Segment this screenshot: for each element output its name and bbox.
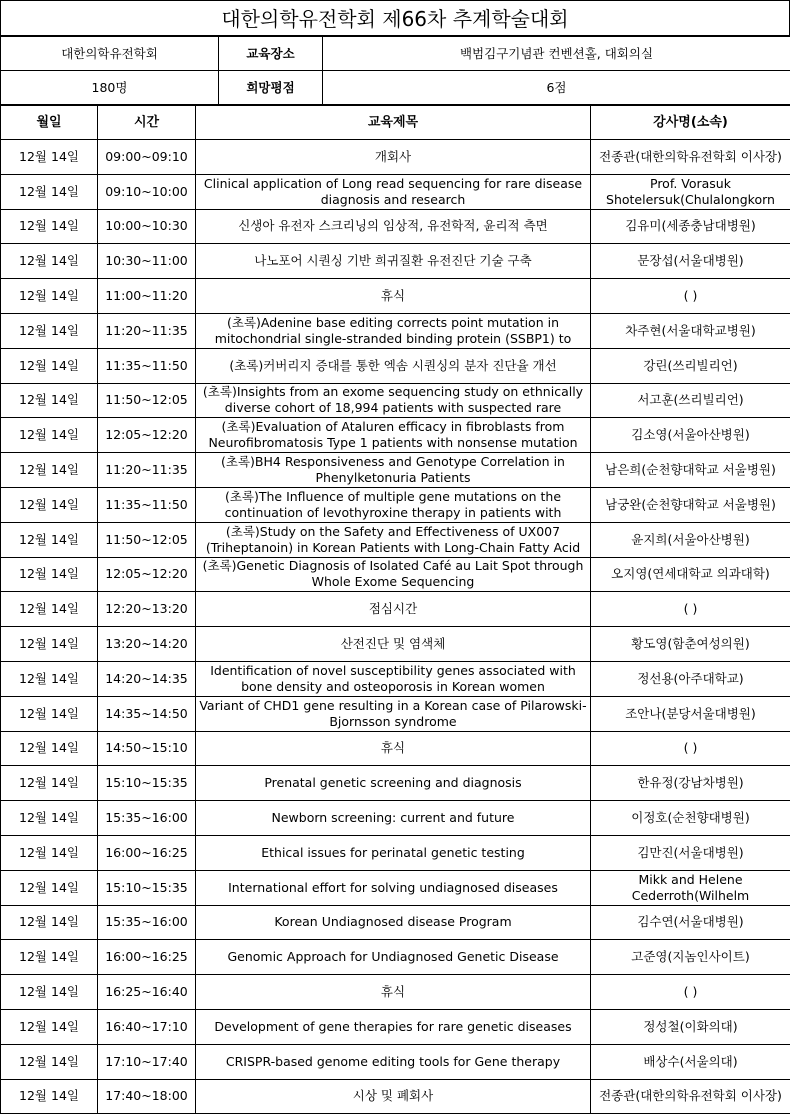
title-cell (196, 870, 591, 905)
title-cell (196, 592, 591, 627)
speaker-cell-text: 차주현(서울대학교병원) (625, 322, 756, 338)
date-cell-text: 12월 14일 (19, 879, 79, 895)
speaker-cell-text: ( ) (683, 288, 698, 304)
title-cell-text: Newborn screening: current and future (271, 810, 515, 826)
time-cell-text: 11:35~11:50 (105, 496, 188, 512)
speaker-cell (591, 766, 790, 801)
date-cell (1, 975, 98, 1010)
time-cell-text: 17:10~17:40 (105, 1053, 188, 1069)
title-cell-text: Development of gene therapies for rare genetic diseases (214, 1018, 572, 1034)
speaker-cell-text: 전종관(대한의학유전학회 이사장) (599, 1088, 782, 1104)
time-cell (98, 453, 196, 488)
time-cell (98, 522, 196, 557)
speaker-cell (591, 522, 790, 557)
title-cell (196, 244, 591, 279)
speaker-cell-text: 황도영(함춘여성의원) (631, 636, 750, 652)
time-cell (98, 348, 196, 383)
time-cell-text: 11:50~12:05 (105, 531, 188, 547)
table-row (1, 1009, 790, 1044)
table-row (1, 522, 790, 557)
date-cell (1, 487, 98, 522)
time-cell (98, 418, 196, 453)
title-cell-text: Variant of CHD1 gene resulting in a Korean case of Pilarowski-Bjornsson syndrome (199, 697, 587, 729)
speaker-cell (591, 383, 790, 418)
time-cell (98, 1009, 196, 1044)
title-cell (196, 174, 591, 209)
title-cell-text: (초록)Insights from an exome sequencing study on ethnically diverse cohort of 18,994 patients with suspected rare (202, 384, 584, 416)
speaker-cell (591, 801, 790, 836)
speaker-cell (591, 870, 790, 905)
speaker-cell-text: 전종관(대한의학유전학회 이사장) (599, 148, 782, 164)
page-title: 대한의학유전학회 제66차 추계학술대회 (0, 0, 790, 36)
speaker-cell-text: 이정호(순천향대병원) (631, 810, 750, 826)
time-cell-text: 11:20~11:35 (105, 322, 188, 338)
time-cell (98, 835, 196, 870)
time-cell (98, 627, 196, 662)
time-cell (98, 975, 196, 1010)
time-cell (98, 905, 196, 940)
title-cell (196, 1079, 591, 1114)
speaker-cell (591, 661, 790, 696)
date-cell-text: 12월 14일 (19, 253, 79, 269)
title-cell (196, 835, 591, 870)
date-cell (1, 627, 98, 662)
title-cell (196, 348, 591, 383)
speaker-cell-text: 문장섭(서울대병원) (637, 253, 744, 269)
title-cell-text: 개회사 (374, 148, 412, 164)
time-cell (98, 1079, 196, 1114)
time-cell (98, 801, 196, 836)
speaker-cell (591, 696, 790, 731)
credit-label: 희망평점 (219, 71, 323, 105)
speaker-cell-text: 고준영(지놈인사이트) (631, 949, 750, 965)
title-cell (196, 905, 591, 940)
speaker-cell-text: 김소영(서울아산병원) (631, 427, 750, 443)
title-cell-text: (초록)Study on the Safety and Effectiveness of UX007 (Triheptanoin) in Korean Patients with Long-Chain Fatty Acid (205, 523, 581, 555)
time-cell-text: 14:50~15:10 (105, 740, 188, 756)
table-row (1, 661, 790, 696)
date-cell-text: 12월 14일 (19, 1053, 79, 1069)
speaker-cell-text: Mikk and Helene Cederroth(Wilhelm (631, 871, 750, 903)
time-cell-text: 09:10~10:00 (105, 183, 188, 199)
speaker-cell (591, 418, 790, 453)
date-cell-text: 12월 14일 (19, 1018, 79, 1034)
date-cell (1, 418, 98, 453)
title-cell-text: 휴식 (380, 740, 406, 756)
speaker-cell-text: 남궁완(순천향대학교 서울병원) (605, 496, 776, 512)
date-cell (1, 313, 98, 348)
title-cell (196, 557, 591, 592)
time-cell-text: 11:20~11:35 (105, 462, 188, 478)
date-cell-text: 12월 14일 (19, 984, 79, 1000)
table-row (1, 487, 790, 522)
title-cell-text: Prenatal genetic screening and diagnosis (264, 775, 522, 791)
date-cell-text: 12월 14일 (19, 810, 79, 826)
speaker-cell (591, 1009, 790, 1044)
speaker-cell (591, 905, 790, 940)
title-cell-text: CRISPR-based genome editing tools for Gene therapy (225, 1053, 561, 1069)
title-cell-text: 시상 및 폐회사 (352, 1088, 434, 1104)
date-cell-text: 12월 14일 (19, 462, 79, 478)
speaker-cell-text: 남은희(순천향대학교 서울병원) (605, 462, 776, 478)
info-table (0, 36, 790, 105)
table-row (1, 453, 790, 488)
header-speaker: 강사명(소속) (591, 106, 790, 140)
table-row (1, 244, 790, 279)
time-cell-text: 10:00~10:30 (105, 218, 188, 234)
title-cell (196, 661, 591, 696)
table-row (1, 418, 790, 453)
time-cell-text: 15:35~16:00 (105, 810, 188, 826)
date-cell-text: 12월 14일 (19, 949, 79, 965)
speaker-cell-text: 윤지희(서울아산병원) (631, 531, 750, 547)
date-cell-text: 12월 14일 (19, 322, 79, 338)
title-cell (196, 140, 591, 175)
venue-label: 교육장소 (219, 37, 323, 71)
organizer-cell: 대한의학유전학회 (1, 37, 219, 71)
title-cell-text: (초록)Adenine base editing corrects point mutation in mitochondrial single-stranded binding protein (SSBP1) to (214, 314, 572, 346)
table-row (1, 870, 790, 905)
time-cell-text: 09:00~09:10 (105, 148, 188, 164)
speaker-cell (591, 279, 790, 314)
date-cell-text: 12월 14일 (19, 636, 79, 652)
title-cell-text: Identification of novel susceptibility genes associated with bone density and osteoporosis in Korean women (210, 662, 576, 694)
date-cell (1, 731, 98, 766)
date-cell (1, 835, 98, 870)
table-row (1, 279, 790, 314)
title-cell-text: 휴식 (380, 288, 406, 304)
title-cell-text: 나노포어 시퀀싱 기반 희귀질환 유전진단 기술 구축 (254, 253, 532, 269)
speaker-cell (591, 140, 790, 175)
title-cell-text: 점심시간 (368, 601, 418, 617)
speaker-cell (591, 209, 790, 244)
venue-cell: 백범김구기념관 컨벤션홀, 대회의실 (323, 37, 790, 71)
title-cell-text: (초록)Genetic Diagnosis of Isolated Café au Lait Spot through Whole Exome Sequencing (202, 558, 584, 590)
date-cell-text: 12월 14일 (19, 496, 79, 512)
date-cell-text: 12월 14일 (19, 148, 79, 164)
date-cell (1, 348, 98, 383)
time-cell-text: 11:00~11:20 (105, 288, 188, 304)
time-cell-text: 16:25~16:40 (105, 984, 188, 1000)
table-row (1, 627, 790, 662)
speaker-cell (591, 244, 790, 279)
speaker-cell-text: 정선용(아주대학교) (637, 670, 744, 686)
info-row (1, 37, 790, 71)
speaker-cell-text: ( ) (683, 984, 698, 1000)
title-cell (196, 1044, 591, 1079)
time-cell (98, 209, 196, 244)
table-row (1, 557, 790, 592)
title-cell-text: Ethical issues for perinatal genetic testing (261, 844, 525, 860)
title-cell (196, 522, 591, 557)
date-cell (1, 661, 98, 696)
date-cell-text: 12월 14일 (19, 670, 79, 686)
speaker-cell (591, 835, 790, 870)
table-row (1, 383, 790, 418)
date-cell-text: 12월 14일 (19, 601, 79, 617)
info-row (1, 71, 790, 105)
date-cell (1, 905, 98, 940)
speaker-cell (591, 627, 790, 662)
date-cell (1, 453, 98, 488)
speaker-cell-text: 김수연(서울대병원) (637, 914, 744, 930)
time-cell-text: 12:05~12:20 (105, 566, 188, 582)
date-cell (1, 1079, 98, 1114)
date-cell (1, 1044, 98, 1079)
speaker-cell (591, 1044, 790, 1079)
title-cell (196, 453, 591, 488)
title-cell-text: Clinical application of Long read sequencing for rare disease diagnosis and research (203, 175, 583, 207)
time-cell-text: 11:35~11:50 (105, 357, 188, 373)
speaker-cell-text: 조안나(분당서울대병원) (625, 705, 756, 721)
speaker-cell-text: ( ) (683, 740, 698, 756)
title-cell (196, 731, 591, 766)
date-cell (1, 244, 98, 279)
date-cell (1, 766, 98, 801)
table-row (1, 835, 790, 870)
speaker-cell-text: 오지영(연세대학교 의과대학) (611, 566, 770, 582)
title-cell (196, 209, 591, 244)
time-cell-text: 15:10~15:35 (105, 775, 188, 791)
time-cell (98, 383, 196, 418)
date-cell (1, 140, 98, 175)
date-cell (1, 522, 98, 557)
title-cell-text: International effort for solving undiagnosed diseases (228, 879, 558, 895)
title-cell (196, 279, 591, 314)
time-cell (98, 661, 196, 696)
table-row (1, 348, 790, 383)
date-cell-text: 12월 14일 (19, 392, 79, 408)
schedule-body (1, 140, 790, 1114)
header-title: 교육제목 (196, 106, 591, 140)
speaker-cell-text: 강린(쓰리빌리언) (643, 357, 738, 373)
title-cell (196, 975, 591, 1010)
time-cell (98, 557, 196, 592)
speaker-cell-text: 정성철(이화의대) (643, 1018, 738, 1034)
speaker-cell (591, 174, 790, 209)
title-cell-text: 신생아 유전자 스크리닝의 임상적, 유전학적, 윤리적 측면 (238, 218, 548, 234)
credit-cell: 6점 (323, 71, 790, 105)
table-row (1, 766, 790, 801)
time-cell (98, 1044, 196, 1079)
time-cell-text: 15:10~15:35 (105, 879, 188, 895)
date-cell-text: 12월 14일 (19, 288, 79, 304)
date-cell (1, 870, 98, 905)
date-cell (1, 696, 98, 731)
title-cell (196, 940, 591, 975)
title-cell (196, 383, 591, 418)
date-cell (1, 940, 98, 975)
title-cell (196, 418, 591, 453)
table-row (1, 313, 790, 348)
title-cell-text: Genomic Approach for Undiagnosed Genetic Disease (227, 949, 559, 965)
speaker-cell (591, 487, 790, 522)
speaker-cell-text: ( ) (683, 601, 698, 617)
title-cell (196, 313, 591, 348)
title-cell-text: 휴식 (380, 984, 406, 1000)
time-cell (98, 731, 196, 766)
date-cell (1, 557, 98, 592)
date-cell-text: 12월 14일 (19, 844, 79, 860)
date-cell-text: 12월 14일 (19, 740, 79, 756)
title-cell-text: Korean Undiagnosed disease Program (274, 914, 512, 930)
date-cell (1, 801, 98, 836)
table-row (1, 174, 790, 209)
speaker-cell-text: 한유정(강남차병원) (637, 775, 744, 791)
table-row (1, 801, 790, 836)
speaker-cell (591, 731, 790, 766)
time-cell (98, 174, 196, 209)
table-row (1, 696, 790, 731)
table-row (1, 731, 790, 766)
table-row (1, 905, 790, 940)
time-cell (98, 487, 196, 522)
title-cell (196, 487, 591, 522)
speaker-cell-text: 서고훈(쓰리빌리언) (637, 392, 744, 408)
time-cell-text: 15:35~16:00 (105, 914, 188, 930)
date-cell (1, 209, 98, 244)
time-cell (98, 766, 196, 801)
table-row (1, 1079, 790, 1114)
date-cell-text: 12월 14일 (19, 775, 79, 791)
date-cell (1, 592, 98, 627)
date-cell-text: 12월 14일 (19, 183, 79, 199)
table-row (1, 592, 790, 627)
title-cell (196, 696, 591, 731)
speaker-cell (591, 453, 790, 488)
schedule-table (0, 105, 790, 1114)
title-cell-text: (초록)Evaluation of Ataluren efficacy in fibroblasts from Neurofibromatosis Type 1 patients with nonsense mutation (208, 419, 578, 451)
speaker-cell (591, 557, 790, 592)
date-cell-text: 12월 14일 (19, 566, 79, 582)
title-cell (196, 1009, 591, 1044)
speaker-cell (591, 348, 790, 383)
speaker-cell-text: Prof. Vorasuk Shotelersuk(Chulalongkorn (606, 175, 775, 207)
time-cell-text: 13:20~14:20 (105, 636, 188, 652)
date-cell-text: 12월 14일 (19, 218, 79, 234)
date-cell-text: 12월 14일 (19, 1088, 79, 1104)
speaker-cell-text: 배상수(서울의대) (643, 1053, 738, 1069)
header-time: 시간 (98, 106, 196, 140)
time-cell (98, 940, 196, 975)
time-cell-text: 16:00~16:25 (105, 949, 188, 965)
speaker-cell (591, 313, 790, 348)
time-cell-text: 10:30~11:00 (105, 253, 188, 269)
time-cell (98, 140, 196, 175)
date-cell-text: 12월 14일 (19, 531, 79, 547)
time-cell-text: 11:50~12:05 (105, 392, 188, 408)
time-cell (98, 313, 196, 348)
date-cell (1, 279, 98, 314)
table-row (1, 975, 790, 1010)
speaker-cell (591, 975, 790, 1010)
time-cell (98, 870, 196, 905)
capacity-cell: 180명 (1, 71, 219, 105)
header-date: 월일 (1, 106, 98, 140)
time-cell-text: 12:05~12:20 (105, 427, 188, 443)
time-cell (98, 592, 196, 627)
date-cell-text: 12월 14일 (19, 427, 79, 443)
time-cell (98, 696, 196, 731)
speaker-cell (591, 1079, 790, 1114)
date-cell (1, 383, 98, 418)
speaker-cell (591, 940, 790, 975)
date-cell-text: 12월 14일 (19, 357, 79, 373)
date-cell-text: 12월 14일 (19, 705, 79, 721)
title-cell (196, 801, 591, 836)
time-cell-text: 17:40~18:00 (105, 1088, 188, 1104)
time-cell (98, 244, 196, 279)
speaker-cell (591, 592, 790, 627)
time-cell-text: 14:35~14:50 (105, 705, 188, 721)
header-row (1, 106, 790, 140)
speaker-cell-text: 김만진(서울대병원) (637, 844, 744, 860)
title-cell-text: (초록)The Influence of multiple gene mutations on the continuation of levothyroxine therapy in patients with (224, 488, 562, 520)
time-cell (98, 279, 196, 314)
title-cell-text: (초록)커버리지 증대를 통한 엑솜 시퀀싱의 분자 진단율 개선 (229, 357, 557, 373)
title-cell-text: 산전진단 및 염색체 (340, 636, 446, 652)
table-row (1, 1044, 790, 1079)
table-row (1, 940, 790, 975)
date-cell (1, 174, 98, 209)
title-cell-text: (초록)BH4 Responsiveness and Genotype Correlation in Phenylketonuria Patients (221, 454, 565, 486)
time-cell-text: 16:00~16:25 (105, 844, 188, 860)
time-cell-text: 16:40~17:10 (105, 1018, 188, 1034)
title-cell (196, 627, 591, 662)
time-cell-text: 14:20~14:35 (105, 670, 188, 686)
table-row (1, 209, 790, 244)
speaker-cell-text: 김유미(세종충남대병원) (625, 218, 756, 234)
date-cell-text: 12월 14일 (19, 914, 79, 930)
time-cell-text: 12:20~13:20 (105, 601, 188, 617)
title-cell (196, 766, 591, 801)
date-cell (1, 1009, 98, 1044)
table-row (1, 140, 790, 175)
